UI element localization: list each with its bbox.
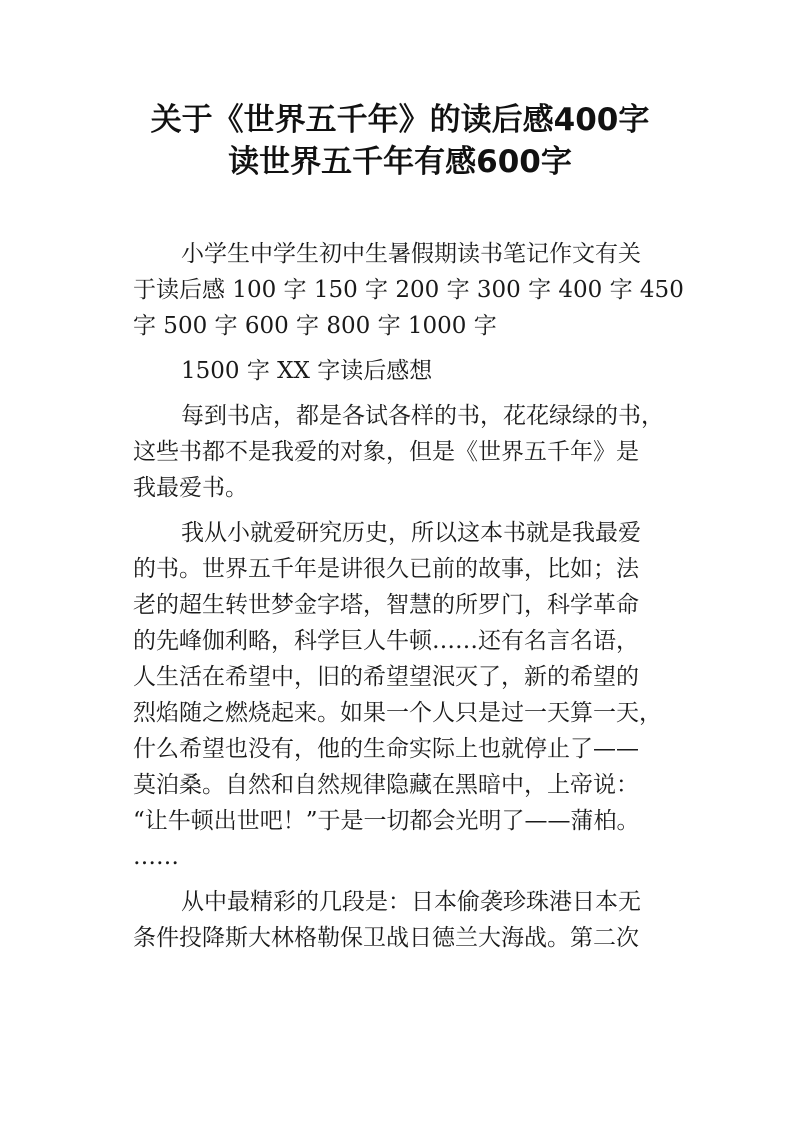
text-line: 于读后感 100 字 150 字 200 字 300 字 400 字 450 <box>133 277 684 303</box>
paragraph-2 <box>133 353 673 389</box>
paragraph-5 <box>133 884 673 956</box>
text-line: 人生活在希望中，旧的希望望泯灭了，新的希望的 <box>133 664 639 690</box>
text-line: 字 500 字 600 字 800 字 1000 字 <box>133 313 497 339</box>
document-body <box>133 236 684 956</box>
text-line: 老的超生转世梦金字塔，智慧的所罗门，科学革命 <box>133 592 639 618</box>
text-line: 小学生中学生初中生暑假期读书笔记作文有关 <box>181 241 641 267</box>
document-title-line-1: 关于《世界五千年》的读后感400字 <box>150 102 650 138</box>
paragraph-4 <box>133 515 673 875</box>
text-line: 的先峰伽利略，科学巨人牛顿……还有名言名语， <box>133 628 639 654</box>
text-line: 的书。世界五千年是讲很久已前的故事，比如；法 <box>133 556 639 582</box>
text-line: 我最爱书。 <box>133 475 248 501</box>
paragraph-3 <box>133 398 673 506</box>
paragraph-1 <box>133 236 684 344</box>
text-line: 1500 字 XX 字读后感想 <box>181 358 433 384</box>
document-title-line-2: 读世界五千年有感600字 <box>228 144 572 180</box>
text-line: 什么希望也没有，他的生命实际上也就停止了—— <box>133 736 639 762</box>
text-line: “让牛顿出世吧！”于是一切都会光明了——蒲柏。 <box>133 808 640 834</box>
text-line: 每到书店，都是各试各样的书，花花绿绿的书， <box>181 403 664 429</box>
text-line: 莫泊桑。自然和自然规律隐藏在黑暗中，上帝说： <box>133 772 639 798</box>
text-line: …… <box>133 844 179 870</box>
text-line: 条件投降斯大林格勒保卫战日德兰大海战。第二次 <box>133 925 639 951</box>
text-line: 我从小就爱研究历史，所以这本书就是我最爱 <box>181 520 641 546</box>
text-line: 这些书都不是我爱的对象，但是《世界五千年》是 <box>133 439 639 465</box>
text-line: 从中最精彩的几段是：日本偷袭珍珠港日本无 <box>181 889 641 915</box>
text-line: 烈焰随之燃烧起来。如果一个人只是过一天算一天， <box>133 700 662 726</box>
